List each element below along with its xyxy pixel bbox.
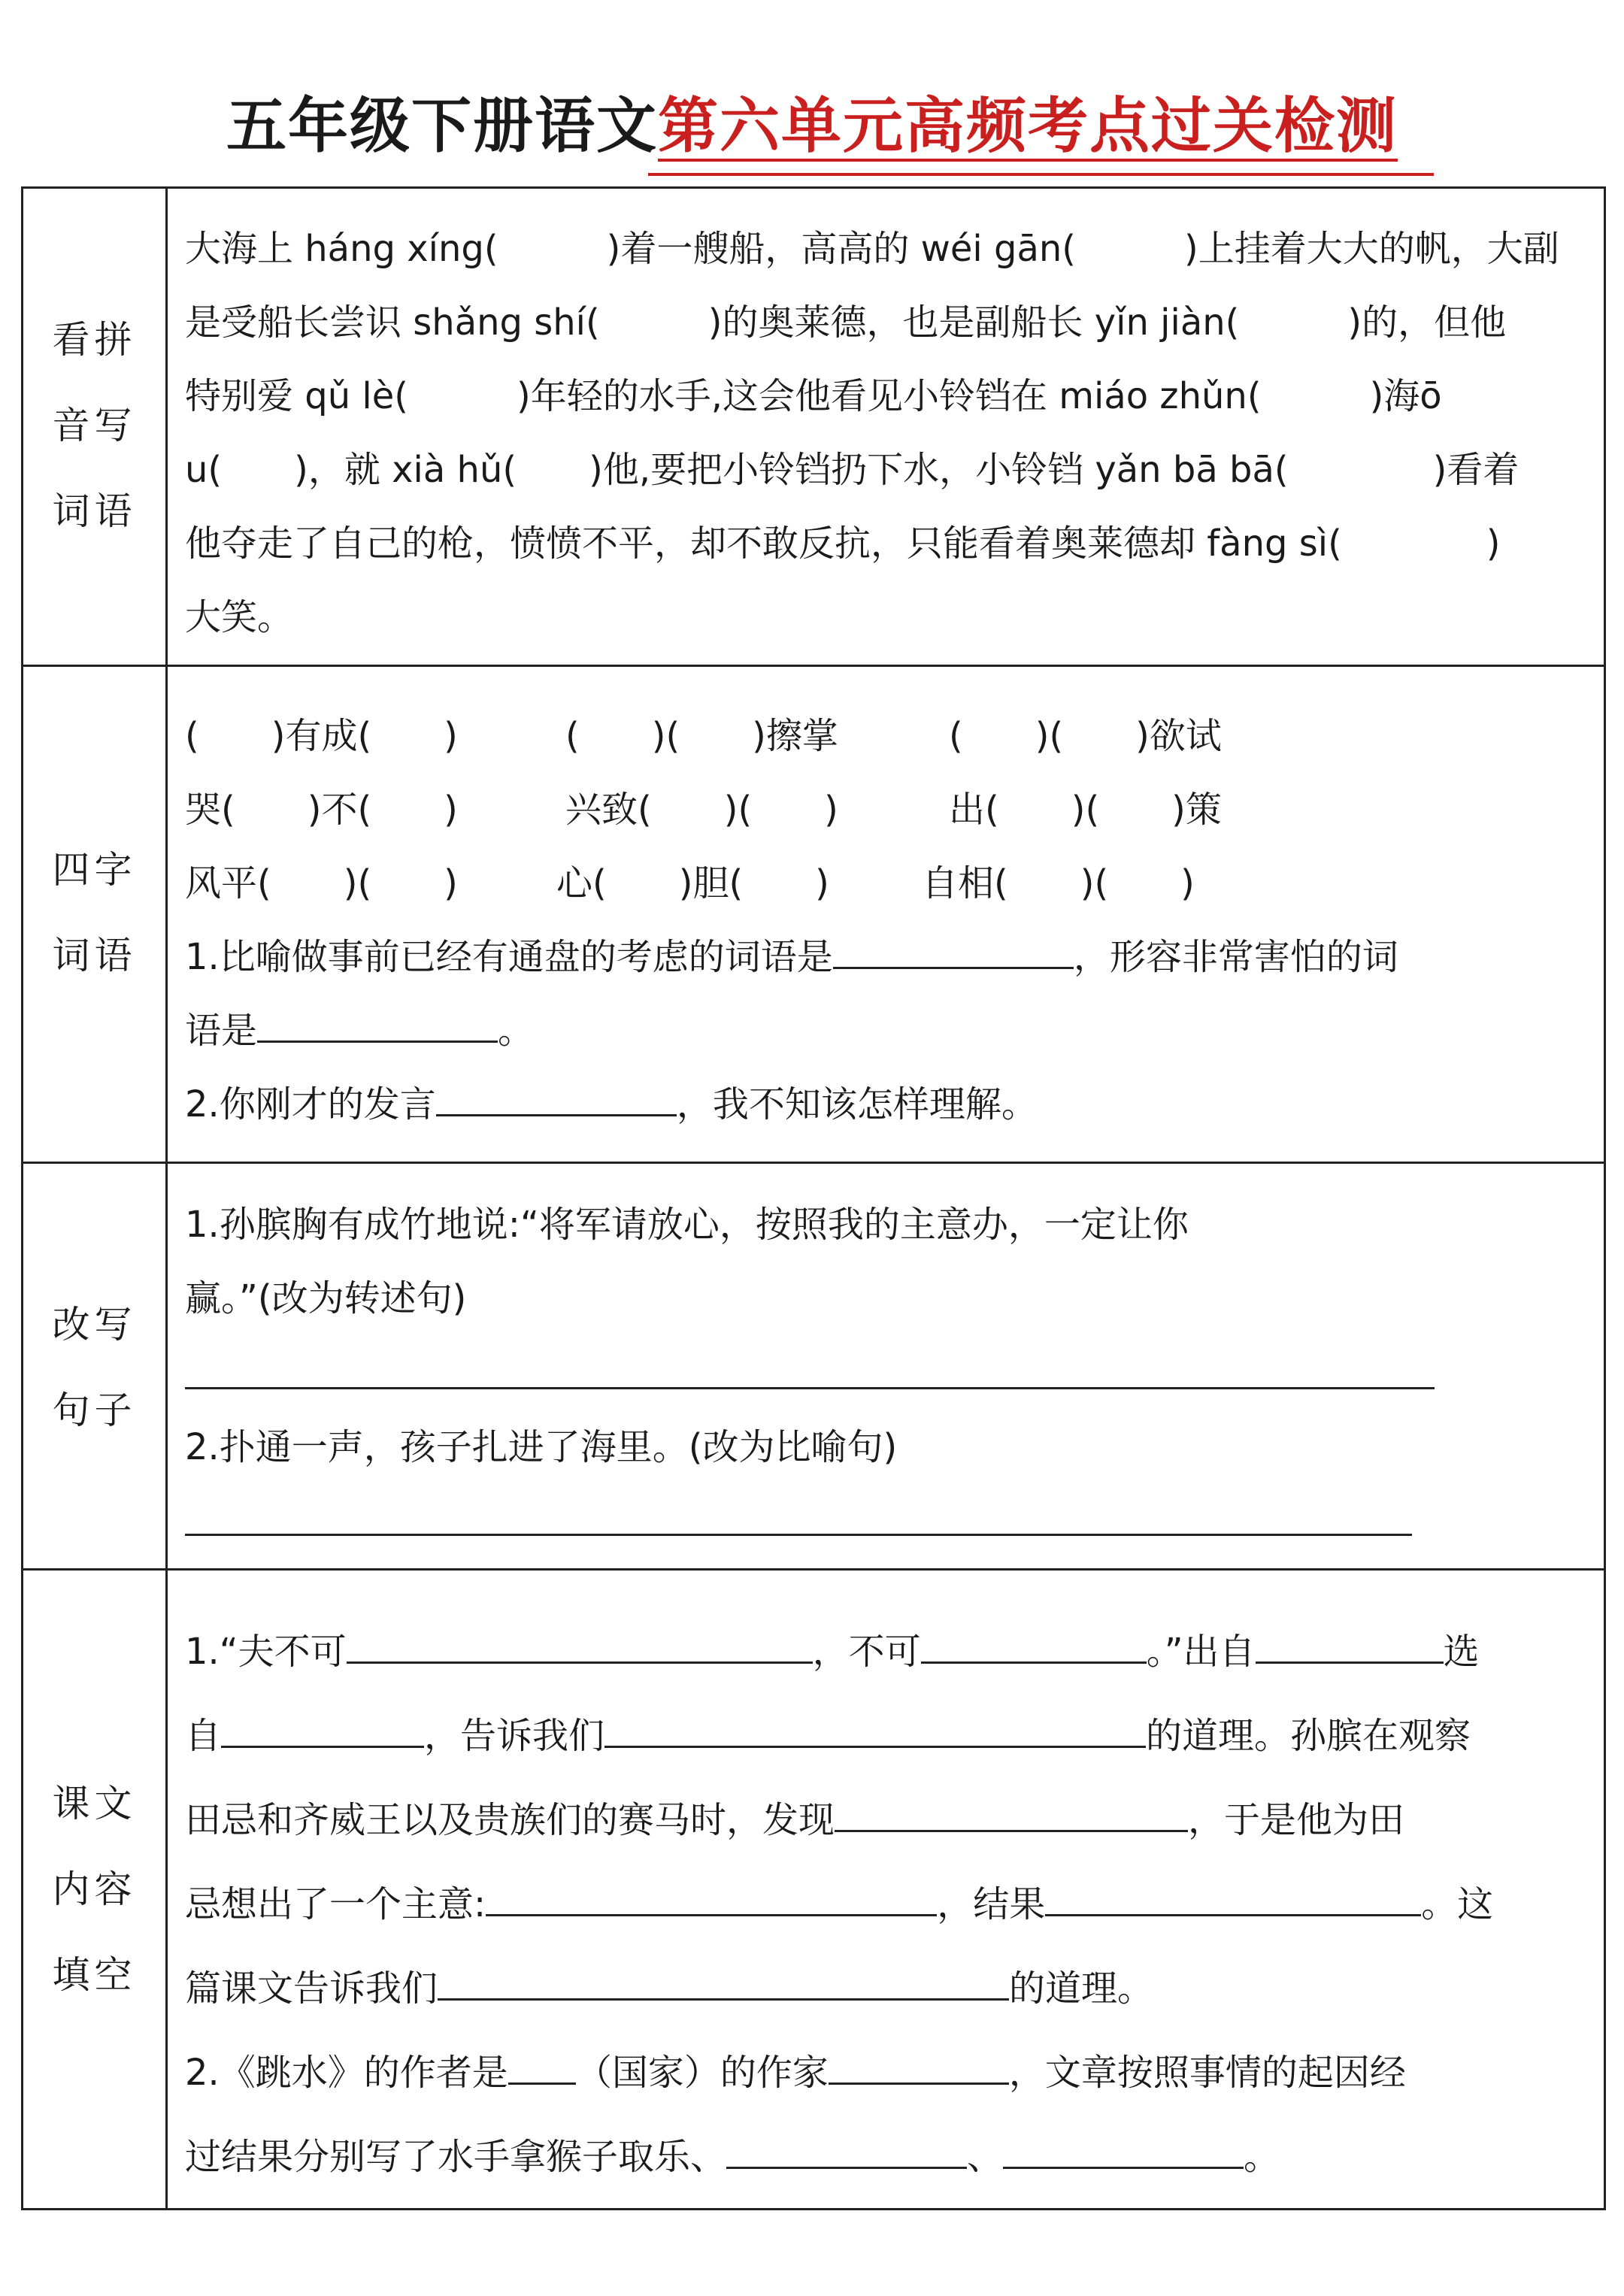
answer-blank[interactable]: [1256, 1631, 1444, 1664]
answer-blank[interactable]: [436, 1084, 677, 1116]
answer-blank[interactable]: [221, 1716, 424, 1748]
idiom-2-1: 哭( )不( ): [185, 789, 458, 831]
answer-blank[interactable]: [829, 2052, 1009, 2085]
idiom-question-2: 2.你刚才的发言 ，我不知该怎样理解。: [185, 1083, 1038, 1125]
answer-blank[interactable]: [438, 1968, 1009, 2001]
answer-blank[interactable]: [1003, 2137, 1244, 2169]
section-label-idioms: 四字 词语: [52, 848, 137, 977]
row-divider-2: [21, 1162, 1606, 1164]
label-column-divider: [165, 186, 168, 2210]
fill-line-3: 田忌和齐威王以及贵族们的赛马时，发现 ，于是他为田: [185, 1799, 1405, 1841]
rewrite-question-1: 1.孙膑胸有成竹地说:“将军请放心，按照我的主意办，一定让你: [185, 1204, 1189, 1246]
pinyin-line-1: 大海上 háng xíng( )着一艘船，高高的 wéi gān( )上挂着大大的帆，大副: [185, 228, 1559, 270]
answer-blank[interactable]: [486, 1884, 937, 1916]
pinyin-line-4: u( )，就 xià hǔ( )他,要把小铃铛扔下水，小铃铛 yǎn bā bā( )看着: [185, 449, 1519, 491]
answer-blank[interactable]: [604, 1716, 1146, 1748]
fill-line-6: 2.《跳水》的作者是 （国家）的作家 ，文章按照事情的起因经: [185, 2052, 1406, 2094]
idiom-3-3: 自相( )( ): [922, 862, 1195, 904]
fill-line-5: 篇课文告诉我们 的道理。: [185, 1967, 1154, 2010]
idiom-1-3: ( )( )欲试: [949, 715, 1222, 757]
answer-blank[interactable]: [347, 1631, 813, 1664]
pinyin-line-5: 他夺走了自己的枪，愤愤不平，却不敢反抗，只能看着奥莱德却 fàng sì( ): [185, 523, 1501, 565]
title-unit: 第六单元高频考点过关检测: [658, 91, 1398, 161]
page-title: [0, 81, 1624, 171]
section-label-rewrite: 改写 句子: [52, 1303, 137, 1432]
pinyin-line-2: 是受船长尝识 shǎng shí( )的奥莱德，也是副船长 yǐn jiàn( )的，但他: [185, 301, 1507, 344]
pinyin-line-3: 特别爱 qǔ lè( )年轻的水手,这会他看见小铃铛在 miáo zhǔn( )海ō: [185, 375, 1442, 417]
answer-blank[interactable]: [921, 1631, 1147, 1664]
row-divider-1: [21, 665, 1606, 667]
rewrite-question-2: 2.扑通一声，孩子扎进了海里。(改为比喻句): [185, 1426, 898, 1468]
fill-line-4: 忌想出了一个主意: ，结果 。这: [185, 1883, 1494, 1925]
idiom-question-1: 1.比喻做事前已经有通盘的考虑的词语是 ，形容非常害怕的词: [185, 936, 1398, 978]
idiom-2-2: 兴致( )( ): [565, 789, 838, 831]
idiom-3-1: 风平( )( ): [185, 862, 458, 904]
rewrite-question-1-cont: 赢。”(改为转述句): [185, 1277, 467, 1319]
row-divider-3: [21, 1568, 1606, 1571]
idiom-question-1-cont: 语是 。: [185, 1010, 535, 1052]
title-double-underline: [648, 173, 1434, 176]
answer-blank[interactable]: [257, 1010, 498, 1043]
idiom-1-2: ( )( )擦掌: [565, 715, 838, 757]
idiom-1-1: ( )有成( ): [185, 715, 458, 757]
answer-blank[interactable]: [726, 2137, 967, 2169]
section-label-fill: 课文 内容 填空: [52, 1782, 137, 1997]
answer-line[interactable]: [185, 1387, 1435, 1389]
fill-line-1: 1.“夫不可 ，不可 。”出自 选: [185, 1631, 1480, 1673]
answer-blank[interactable]: [1045, 1884, 1421, 1916]
answer-blank[interactable]: [833, 937, 1074, 969]
answer-blank[interactable]: [835, 1800, 1188, 1832]
idiom-3-2: 心( )胆( ): [556, 862, 829, 904]
idiom-2-3: 出( )( )策: [949, 789, 1222, 831]
section-label-pinyin: 看拼 音写 词语: [52, 318, 137, 533]
answer-blank[interactable]: [508, 2052, 576, 2085]
fill-line-2: 自 ，告诉我们 的道理。孙膑在观察: [185, 1715, 1471, 1757]
title-grade: 五年级下册语文: [226, 91, 658, 161]
answer-line[interactable]: [185, 1534, 1412, 1536]
fill-line-7: 过结果分别写了水手拿猴子取乐、 、 。: [185, 2136, 1280, 2178]
pinyin-line-6: 大笑。: [185, 596, 294, 638]
